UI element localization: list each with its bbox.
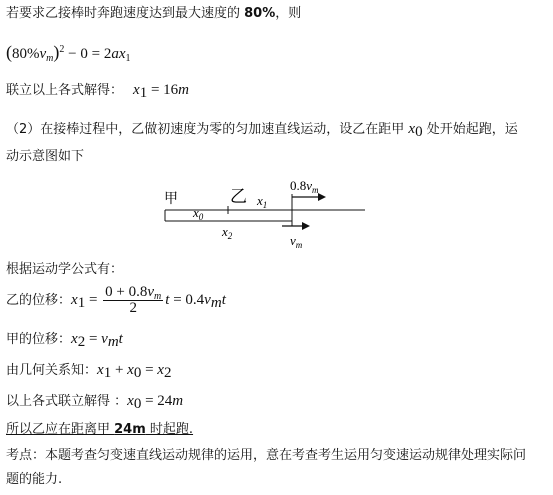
solve-x0-line: 以上各式联立解得 ：$x_0 = 24m$ bbox=[6, 393, 184, 412]
label-yi: 乙 bbox=[230, 187, 247, 206]
velocity-arrow-bottom-head bbox=[302, 222, 310, 230]
velocity-arrow-top-head bbox=[318, 193, 326, 201]
geometry-relation-line: 由几何关系知：$x_1 + x_0 = x_2$ bbox=[6, 362, 172, 381]
part2-line: （2）在接棒过程中，乙做初速度为零的匀加速直线运动，设乙在距甲 $x_0$ 处开始起跑，运 bbox=[6, 121, 518, 140]
label-x0: $x_0$ bbox=[193, 205, 204, 222]
kinematics-intro-line: 根据运动学公式有： bbox=[6, 262, 124, 277]
yi-fraction: $\frac{0 + 0.8v_m}{2}$ bbox=[105, 284, 162, 316]
label-vm: $v_m$ bbox=[290, 233, 303, 250]
eq1-percent: 80% bbox=[12, 46, 40, 62]
equation-velocity-squared: $(80\%v_m)^2 - 0 = 2ax_1$ bbox=[6, 42, 131, 64]
label-08vm: $0.8v_m$ bbox=[290, 178, 319, 195]
yi-displacement-line: 乙的位移：$x_1$ = $\frac{0 + 0.8v_m}{2}$ $t = 0.4v_mt$ bbox=[6, 284, 226, 316]
knowledge-point-line: 考点：本题考查匀变速直线运动规律的运用，意在考查考生运用匀变速运动规律处理实际问 bbox=[6, 448, 527, 463]
knowledge-point-line-2: 题的能力. bbox=[6, 472, 63, 487]
intro-end: ，则 bbox=[275, 6, 302, 21]
label-jia: 甲 bbox=[164, 192, 178, 207]
label-x1: $x_1$ bbox=[257, 193, 268, 210]
conclusion-line: 所以乙应在距离甲 24m 时起跑. bbox=[6, 422, 194, 437]
motion-diagram bbox=[0, 170, 553, 250]
intro-line bbox=[6, 6, 301, 22]
conclusion-distance: 24m bbox=[114, 422, 146, 437]
solve-x1-line: 联立以上各式解得： $x_1 = 16m$ bbox=[6, 82, 189, 101]
jia-displacement-line: 甲的位移：$x_2 = v_mt$ bbox=[6, 331, 123, 350]
intro-text: 若要求乙接棒时奔跑速度达到最大速度的 bbox=[6, 6, 245, 21]
intro-percent: 80% bbox=[244, 6, 276, 21]
label-x2: $x_2$ bbox=[222, 224, 233, 241]
diagram-intro-line: 动示意图如下 bbox=[6, 149, 85, 164]
